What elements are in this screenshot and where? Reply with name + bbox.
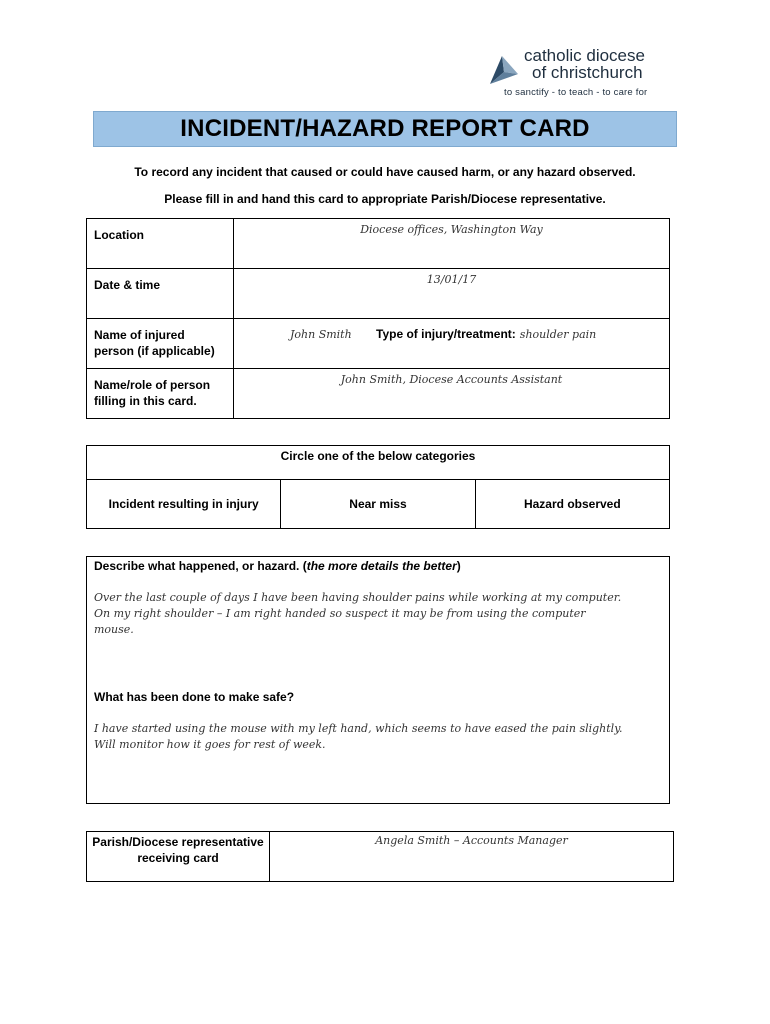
instruction-line-1: To record any incident that caused or could have caused harm, or any hazard observed.	[134, 165, 636, 179]
category-hazard-observed[interactable]: Hazard observed	[475, 480, 669, 529]
page-title: INCIDENT/HAZARD REPORT CARD	[93, 111, 677, 147]
datetime-row	[87, 269, 670, 319]
make-safe-question: What has been done to make safe?	[94, 690, 295, 704]
injured-label: Name of injured person (if applicable)	[87, 319, 234, 369]
instruction-line-2: Please fill in and hand this card to appropriate Parish/Diocese representative.	[164, 192, 606, 206]
receiver-table	[86, 831, 674, 882]
description-box	[86, 556, 670, 804]
filler-row	[87, 369, 670, 419]
logo-line-1: catholic diocese	[524, 46, 645, 65]
make-safe-answer[interactable]: I have started using the mouse with my left hand, which seems to have eased the pain slightly. Will monitor how it goes for rest of week.	[94, 722, 623, 751]
describe-question: Describe what happened, or hazard. (the more details the better)	[94, 559, 461, 573]
category-near-miss[interactable]: Near miss	[281, 480, 475, 529]
category-header: Circle one of the below categories	[87, 446, 670, 480]
receiver-label: Parish/Diocese representative receiving card	[87, 832, 270, 882]
injured-cell	[234, 319, 670, 369]
location-label: Location	[87, 219, 234, 269]
datetime-label: Date & time	[87, 269, 234, 319]
category-incident-injury[interactable]: Incident resulting in injury	[87, 480, 281, 529]
datetime-field[interactable]: 13/01/17	[234, 269, 670, 319]
injured-row	[87, 319, 670, 369]
filler-label: Name/role of person filling in this card.	[87, 369, 234, 419]
injury-type-field[interactable]: shoulder pain	[519, 328, 597, 341]
filler-field[interactable]: John Smith, Diocese Accounts Assistant	[234, 369, 670, 419]
injured-name-field[interactable]: John Smith	[290, 328, 352, 341]
receiver-field[interactable]: Angela Smith – Accounts Manager	[270, 832, 674, 882]
location-field[interactable]: Diocese offices, Washington Way	[234, 219, 670, 269]
logo-tagline: to sanctify - to teach - to care for	[504, 87, 648, 98]
triangle-logo-icon	[484, 50, 524, 88]
logo-line-2: of christchurch	[532, 63, 643, 82]
location-row	[87, 219, 670, 269]
diocese-logo	[484, 44, 684, 104]
category-table	[86, 445, 670, 529]
describe-answer[interactable]: Over the last couple of days I have been having shoulder pains while working at my computer. On my right shoulder – I am right handed so suspect it may be from using the computer mouse.	[94, 591, 622, 636]
injury-type-label: Type of injury/treatment:	[376, 327, 516, 341]
details-table	[86, 218, 670, 419]
